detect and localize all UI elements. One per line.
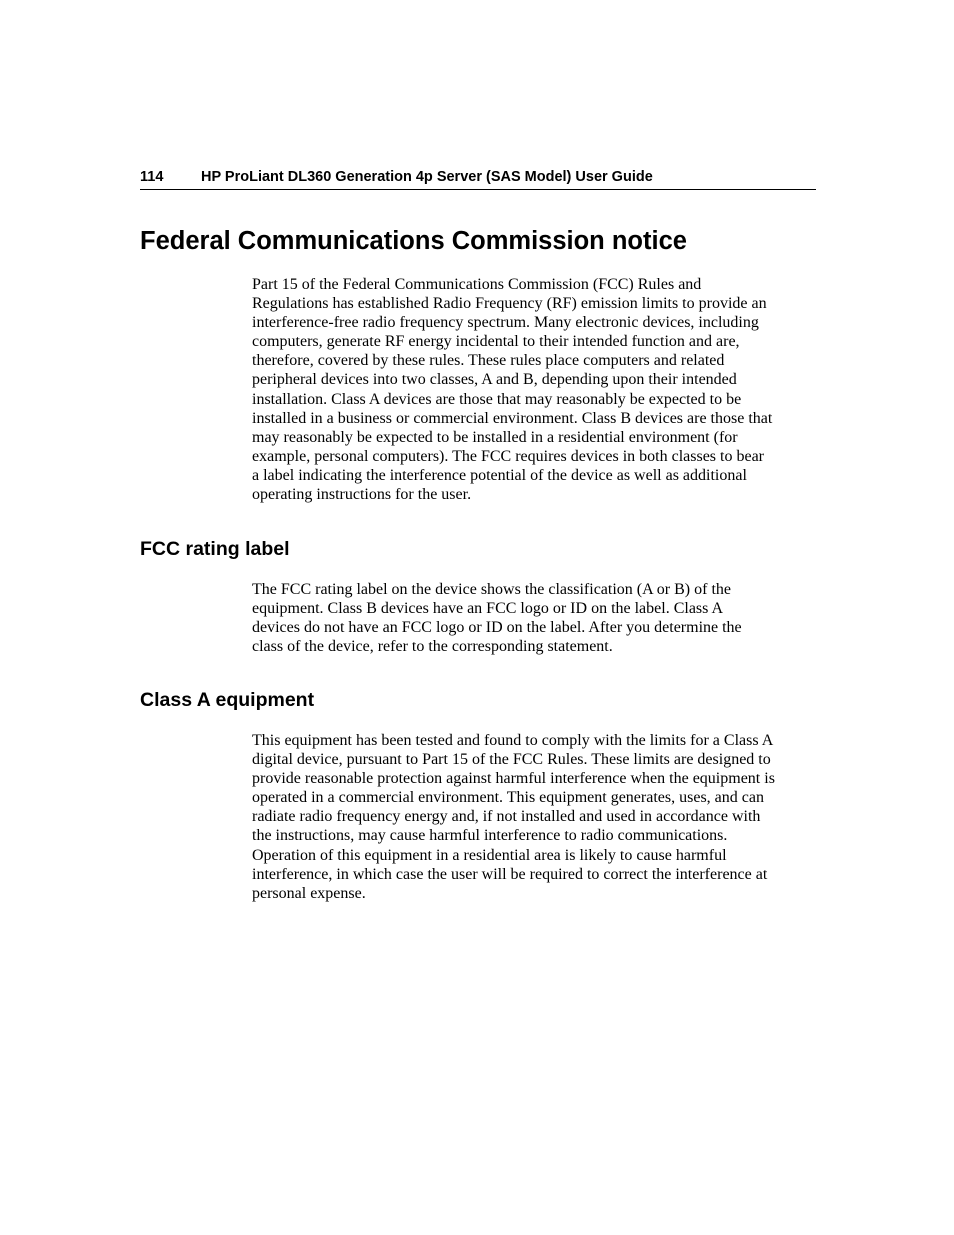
text-line: therefore, covered by these rules. These rules place computers and related [252,352,725,370]
text-line: the instructions, may cause harmful interference to radio communications. [252,827,728,845]
running-title: HP ProLiant DL360 Generation 4p Server (SAS Model) User Guide [201,169,653,185]
text-line: class of the device, refer to the corresponding statement. [252,638,613,656]
text-line: devices do not have an FCC logo or ID on the label. After you determine the [252,619,742,637]
text-line: personal expense. [252,884,366,902]
fcc-notice-paragraph [252,275,818,504]
text-line: Regulations has established Radio Frequency (RF) emission limits to provide an [252,295,767,313]
text-line: installed in a business or commercial environment. Class B devices are those that [252,409,773,427]
text-line: operated in a commercial environment. This equipment generates, uses, and can [252,789,764,807]
page-header [140,168,816,190]
text-line: computers, generate RF energy incidental to their intended function and are, [252,333,740,351]
section-title: Federal Communications Commission notice [140,227,687,255]
text-line: provide reasonable protection against harmful interference when the equipment is [252,770,775,788]
text-line: example, personal computers). The FCC requires devices in both classes to bear [252,447,765,465]
text-line: a label indicating the interference potential of the device as well as additional [252,466,747,484]
text-line: The FCC rating label on the device shows the classification (A or B) of the [252,581,731,598]
text-line: may reasonably be expected to be installed in a residential environment (for [252,428,738,446]
text-line: interference, in which case the user will be required to correct the interference at [252,865,768,883]
text-line: radiate radio frequency energy and, if not installed and used in accordance with [252,808,761,826]
text-line: operating instructions for the user. [252,486,472,504]
text-line: digital device, pursuant to Part 15 of the FCC Rules. These limits are designed to [252,751,771,769]
text-line: interference-free radio frequency spectrum. Many electronic devices, including [252,314,759,332]
text-line: This equipment has been tested and found to comply with the limits for a Class A [252,732,774,749]
class-a-equipment-paragraph [252,731,818,903]
text-line: peripheral devices into two classes, A and B, depending upon their intended [252,371,737,389]
class-a-equipment-heading: Class A equipment [140,689,315,711]
text-line: Part 15 of the Federal Communications Commission (FCC) Rules and [252,276,702,293]
text-line: equipment. Class B devices have an FCC logo or ID on the label. Class A [252,600,724,618]
fcc-rating-label-paragraph [252,580,818,656]
text-line: Operation of this equipment in a residential area is likely to cause harmful [252,846,727,864]
fcc-rating-label-heading: FCC rating label [140,538,290,560]
text-line: installation. Class A devices are those that may reasonably be expected to be [252,390,742,408]
page-number: 114 [140,169,164,185]
